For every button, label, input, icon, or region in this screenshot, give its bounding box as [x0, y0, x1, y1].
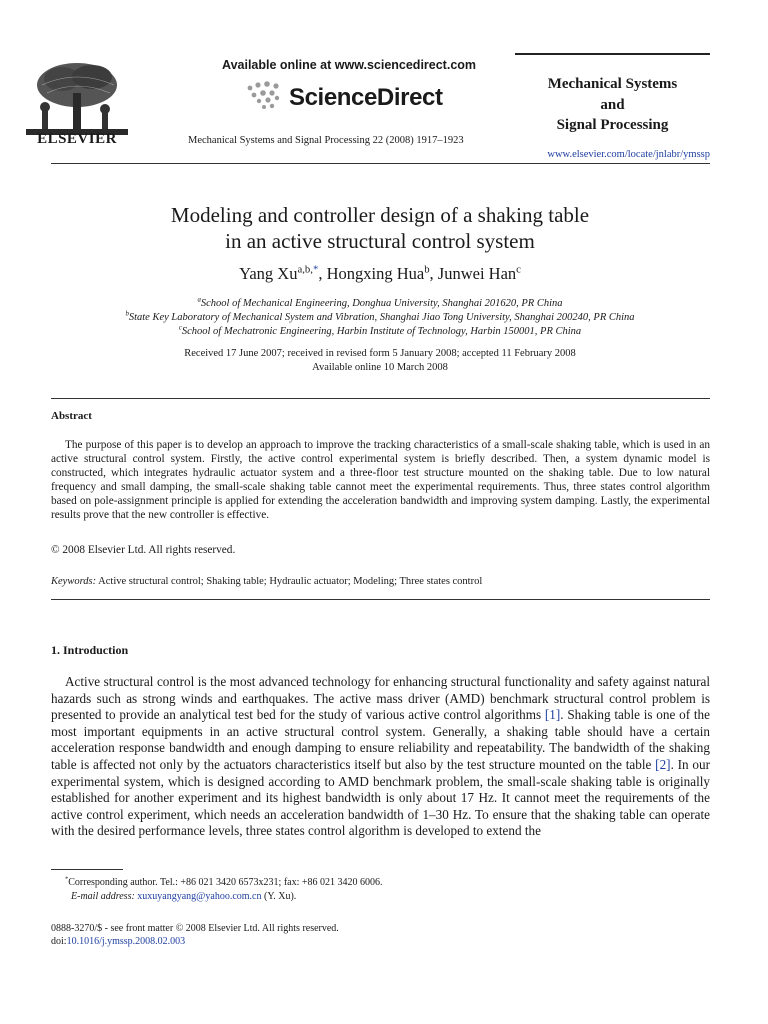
affiliation-text: School of Mechatronic Engineering, Harbin Institute of Technology, Harbin 150001, PR China [181, 326, 582, 337]
introduction-paragraph [51, 674, 710, 840]
author-affiliation-mark: c [516, 263, 521, 276]
received-dates: Received 17 June 2007; received in revised form 5 January 2008; accepted 11 February 2008 [184, 348, 576, 359]
footnote-rule [51, 869, 123, 870]
journal-box-rule [515, 53, 710, 55]
doi-line [51, 935, 710, 948]
doi-link[interactable]: 10.1016/j.ymssp.2008.02.003 [66, 936, 186, 947]
header-divider [51, 163, 710, 164]
corresponding-author-details: Corresponding author. Tel.: +86 021 3420 6573x231; fax: +86 021 3420 6006. [68, 877, 383, 888]
abstract-heading: Abstract [51, 410, 92, 422]
email-link[interactable]: xuxuyangyang@yahoo.com.cn [137, 891, 262, 902]
author-affiliation-mark: b [424, 263, 430, 276]
paragraph-text: Active structural control is the most advanced technology for enhancing structural functionality and safety against natural hazards such as strong winds and earthquakes. The active mass driver (AMD) benchmark structural control problem is presented to provide an analytical test bed for the study of various active control algorithms [51, 674, 710, 723]
affiliation-text: School of Mechanical Engineering, Donghua University, Shanghai 201620, PR China [200, 298, 563, 309]
abstract-copyright: © 2008 Elsevier Ltd. All rights reserved. [51, 544, 236, 556]
journal-name-line: Signal Processing [556, 117, 669, 133]
affiliations [60, 297, 700, 339]
article-dates [60, 347, 700, 374]
title-line: in an active structural control system [225, 229, 535, 253]
keywords [51, 576, 710, 587]
article-title [40, 202, 720, 254]
affiliation-mark: a [197, 296, 201, 304]
keywords-label: Keywords: [51, 576, 97, 587]
email-suffix: (Y. Xu). [261, 891, 297, 902]
author-name: Yang Xu [239, 264, 298, 283]
affiliation [60, 297, 700, 311]
abstract-top-rule [51, 398, 710, 399]
author-name: Hongxing Hua [326, 264, 425, 283]
sciencedirect-wordmark: ScienceDirect [289, 84, 443, 111]
journal-url-link[interactable]: www.elsevier.com/locate/jnlabr/ymssp [547, 149, 710, 160]
reference-link[interactable]: [1] [544, 707, 561, 723]
affiliation [60, 311, 700, 325]
available-online-date: Available online 10 March 2008 [312, 361, 448, 373]
author-name: Junwei Han [437, 264, 517, 283]
journal-citation: Mechanical Systems and Signal Processing 22 (2008) 1917–1923 [188, 135, 464, 146]
abstract-body: The purpose of this paper is to develop an approach to improve the tracking characteristics of a small-scale shaking table, which is used in an active structural control system. Firstly, the active control experimental system is briefly described. Then, a system dynamic model is constructed, which integrates hydraulic actuator system and a three-floor test structure mounted on the shaking table. Due to low natural frequency and small damping, the small-scale shaking table cannot meet the experimental requirements. Thus, three states control algorithm based on pole-assignment principle is applied for extending the acceleration bandwidth and improving system damping. Lastly, the experimental results prove that the new controller is effective. [51, 439, 710, 522]
affiliation-mark: b [125, 310, 129, 318]
paragraph-text: . Shaking table is one of the most important equipments in an active structural control system. Generally, a shaking table should have a certain acceleration response bandwidth and enough damping to ensure reliability and repeatability. The bandwidth of the shaking table is affected not only by the actuators characteristics itself but also by the test structure mounted on the table [51, 707, 710, 772]
abstract-bottom-rule [51, 599, 710, 600]
doi-label: doi: [51, 936, 67, 947]
section-heading-introduction: 1. Introduction [51, 643, 129, 657]
journal-name-line: and [600, 96, 625, 113]
affiliation [60, 325, 700, 339]
issn-line: 0888-3270/$ - see front matter © 2008 Elsevier Ltd. All rights reserved. [51, 923, 339, 934]
corresponding-author-footnote [51, 876, 710, 904]
journal-name [515, 74, 710, 136]
affiliation-mark: c [178, 324, 182, 332]
paragraph-text: . In our experimental system, which is designed according to AMD benchmark problem, the small-scale shaking table is originally established for another experiment and its highest bandwidth is only about 17 Hz. It cannot meet the requirements of the active control experiment, which needs an acceleration bandwidth of 1–30 Hz. To ensure that the shaking table can operate with the desired performance levels, three states control algorithm is developed to extend the [51, 756, 710, 839]
author-list: Yang $Xu^{a,b,*}$, Hongxing Hua$^b$, Junwei Han$^c$ [239, 263, 521, 283]
author-affiliation-mark: a,b, [297, 263, 313, 276]
title-line: Modeling and controller design of a shaking table [170, 203, 590, 227]
available-online-text: Available online at www.sciencedirect.com [222, 58, 477, 72]
affiliation-text: State Key Laboratory of Mechanical System and Vibration, Shanghai Jiao Tong University, Shanghai 200240, PR China [128, 312, 635, 323]
keywords-text: Active structural control; Shaking table; Hydraulic actuator; Modeling; Three states control [98, 576, 483, 587]
footnote-mark: * [65, 875, 69, 883]
reference-link[interactable]: [2] [655, 756, 671, 772]
corresponding-author-link[interactable]: * [312, 263, 319, 276]
elsevier-wordmark: ELSEVIER [37, 131, 117, 147]
front-matter [51, 922, 710, 948]
journal-name-line: Mechanical Systems [547, 76, 678, 92]
email-label: E-mail address: [71, 891, 135, 902]
